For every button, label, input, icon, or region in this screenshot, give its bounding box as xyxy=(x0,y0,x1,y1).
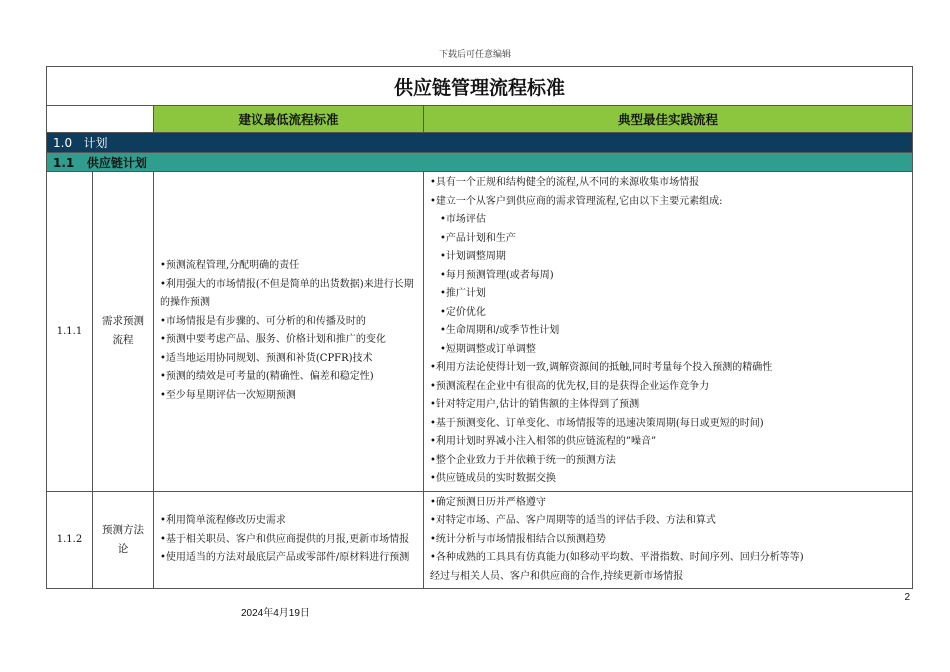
list-item: •预测中要考虑产品、服务、价格计划和推广的变化 xyxy=(160,334,386,346)
list-item: •使用适当的方法对最底层产品或零部件/原材料进行预测 xyxy=(160,552,410,563)
min-standard-list xyxy=(154,491,424,589)
list-item: •计划调整周期 xyxy=(440,251,506,262)
list-item: •基于预测变化、订单变化、市场情报等的迅速决策周期(每日或更短的时间) xyxy=(430,417,764,429)
min-standard-list xyxy=(154,172,424,492)
list-item: •利用方法论使得计划一致,调解资源间的抵触,同时考量每个投入预测的精确性 xyxy=(430,362,773,373)
list-item: •推广计划 xyxy=(440,288,486,299)
list-item: •预测流程管理,分配明确的责任 xyxy=(160,260,300,272)
list-item: •利用强大的市场情报(不但是简单的出货数据)来进行长期的操作预测 xyxy=(160,278,414,309)
list-item: •至少每星期评估一次短期预测 xyxy=(160,389,296,401)
list-item: •整个企业致力于并依赖于统一的预测方法 xyxy=(430,454,616,466)
section-heading xyxy=(47,133,913,153)
list-item: •供应链成员的实时数据交换 xyxy=(430,473,556,484)
list-item: •预测流程在企业中有很高的优先权,目的是获得企业运作竞争力 xyxy=(430,380,710,392)
column-header-row xyxy=(47,106,913,133)
title-row xyxy=(47,67,913,106)
list-item: •定价优化 xyxy=(440,306,486,318)
table-row xyxy=(47,491,913,589)
page-number: 2 xyxy=(904,592,910,603)
best-practice-list xyxy=(424,491,913,589)
list-item: •短期调整或订单调整 xyxy=(440,343,536,355)
list-item: •基于相关职员、客户和供应商提供的月报,更新市场情报 xyxy=(160,533,410,545)
list-item: •利用简单流程修改历史需求 xyxy=(160,515,286,526)
list-item: •利用计划时界减小注入相邻的供应链流程的”噪音” xyxy=(430,436,657,447)
list-item: •生命周期和/或季节性计划 xyxy=(440,325,560,336)
list-item: •市场评估 xyxy=(440,214,486,225)
section-row xyxy=(47,133,913,153)
row-name: 需求预测流程 xyxy=(93,172,154,492)
list-item: •每月预测管理(或者每周) xyxy=(440,269,554,281)
section-number: 1.0 xyxy=(53,136,73,150)
best-practice-list xyxy=(424,172,913,492)
subsection-row xyxy=(47,153,913,172)
list-item: •对特定市场、产品、客户周期等的适当的评估手段、方法和算式 xyxy=(430,515,716,526)
subsection-label: 供应链计划 xyxy=(86,155,147,170)
list-item: •建立一个从客户到供应商的需求管理流程,它由以下主要元素组成: xyxy=(430,195,723,207)
row-number: 1.1.2 xyxy=(47,491,93,589)
list-item: •市场情报是有步骤的、可分析的和传播及时的 xyxy=(160,315,366,327)
list-item: 经过与相关人员、客户和供应商的合作,持续更新市场情报 xyxy=(430,570,684,582)
subsection-heading xyxy=(47,153,913,172)
row-number: 1.1.1 xyxy=(47,172,93,492)
list-item: •各种成熟的工具具有仿真能力(如移动平均数、平滑指数、时间序列、回归分析等等) xyxy=(430,552,804,563)
column-header-best-practice: 典型最佳实践流程 xyxy=(424,106,913,133)
row-name: 预测方法论 xyxy=(93,491,154,589)
list-item: •适当地运用协同规划、预测和补货(CPFR)技术 xyxy=(160,352,373,364)
section-label: 计划 xyxy=(83,136,108,150)
list-item: •预测的绩效是可考量的(精确性、偏差和稳定性) xyxy=(160,371,374,383)
list-item: •统计分析与市场情报相结合以预测趋势 xyxy=(430,533,606,545)
list-item: •产品计划和生产 xyxy=(440,232,516,244)
standards-table xyxy=(46,66,913,589)
list-item: •确定预测日历并严格遵守 xyxy=(430,496,546,508)
blank-header-cell xyxy=(47,106,154,133)
list-item: •具有一个正规和结构健全的流程,从不同的来源收集市场情报 xyxy=(430,177,700,188)
subsection-number: 1.1 xyxy=(53,155,75,170)
list-item: •针对特定用户,估计的销售额的主体得到了预测 xyxy=(430,399,640,410)
header-note: 下载后可任意编辑 xyxy=(438,50,511,60)
footer-date: 2024年4月19日 xyxy=(241,608,310,619)
table-row xyxy=(47,172,913,492)
column-header-min-standard: 建议最低流程标准 xyxy=(154,106,424,133)
document-title: 供应链管理流程标准 xyxy=(47,67,913,106)
